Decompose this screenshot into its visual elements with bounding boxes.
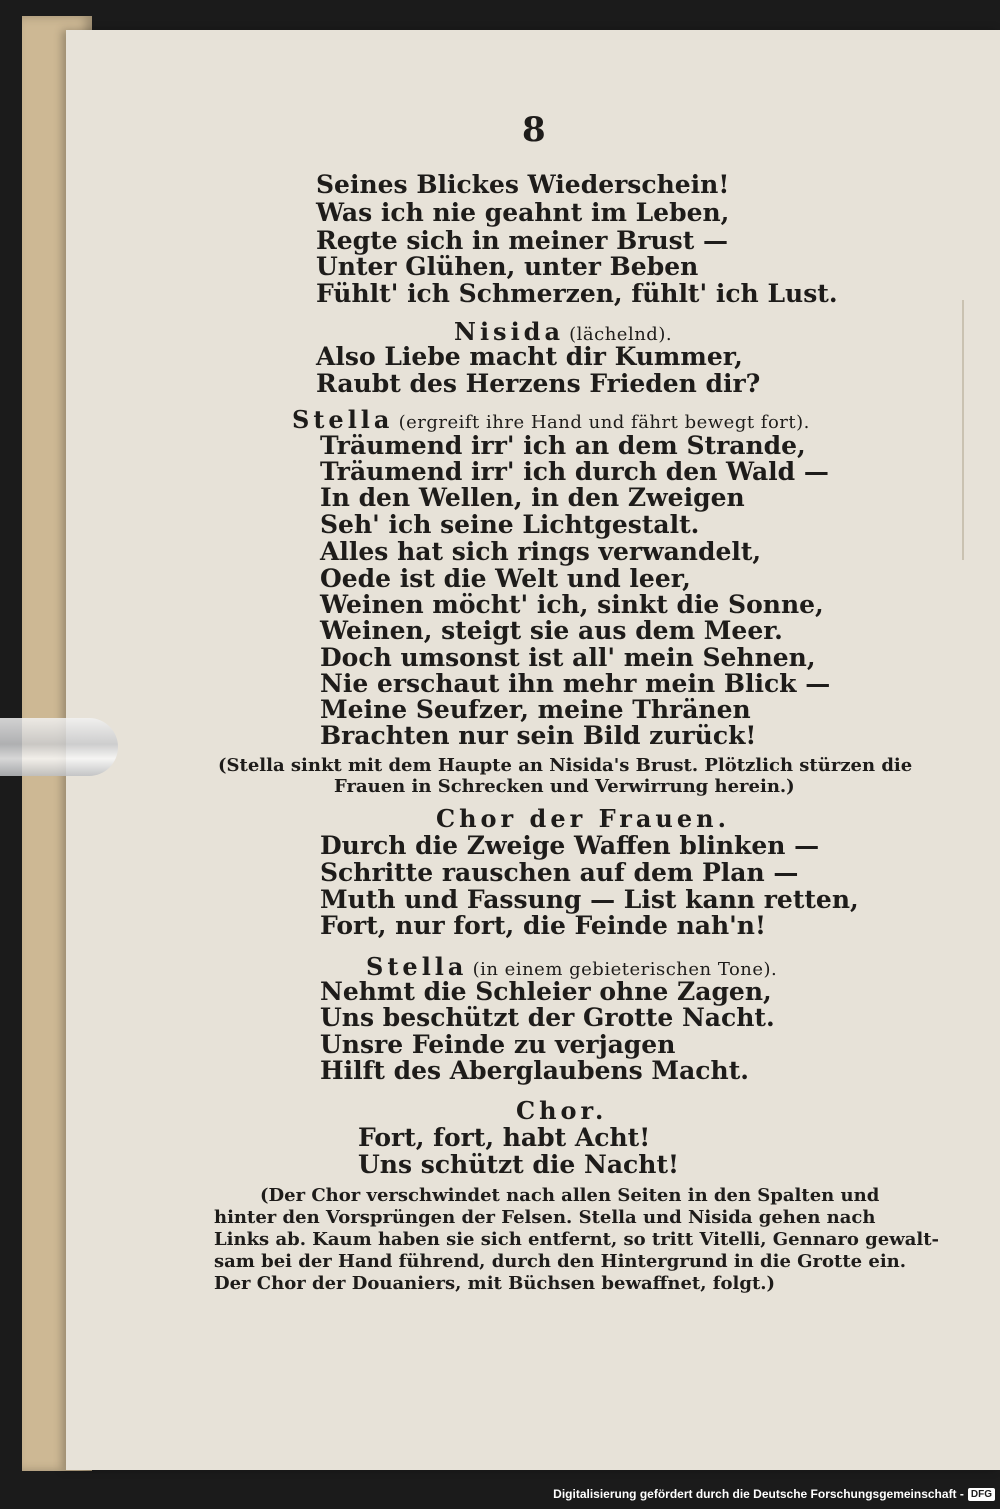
speaker-name: Stella [292,405,394,434]
verse-line: Also Liebe macht dir Kummer, [316,342,743,371]
dfg-logo: DFG [968,1488,995,1501]
verse-line: Weinen möcht' ich, sinkt die Sonne, [320,590,824,619]
verse-line: Meine Seufzer, meine Thränen [320,695,751,724]
verse-line: Nie erschaut ihn mehr mein Blick — [320,669,831,698]
verse-line: Muth und Fassung — List kann retten, [320,885,859,914]
speaker-name: Nisida [454,317,565,346]
verse-line: Was ich nie geahnt im Leben, [316,198,730,227]
speaker-name: Chor der Frauen. [436,804,730,833]
stage-direction-line: (Stella sinkt mit dem Haupte an Nisida's Brust. Plötzlich stürzen die [218,755,913,776]
verse-line: Weinen, steigt sie aus dem Meer. [320,616,783,645]
verse-line: Regte sich in meiner Brust — [316,226,728,255]
verse-line: Seh' ich seine Lichtgestalt. [320,510,700,539]
funding-text: Digitalisierung gefördert durch die Deutsche Forschungsgemeinschaft - [553,1487,964,1501]
verse-line: Alles hat sich rings verwandelt, [320,537,762,566]
binding-string [962,300,1000,560]
verse-line: Fort, nur fort, die Feinde nah'n! [320,911,766,940]
verse-line: In den Wellen, in den Zweigen [320,483,745,512]
verse-line: Brachten nur sein Bild zurück! [320,721,757,750]
verse-line: Nehmt die Schleier ohne Zagen, [320,977,772,1006]
verse-line: Fort, fort, habt Acht! [358,1123,651,1152]
verse-line: Fühlt' ich Schmerzen, fühlt' ich Lust. [316,279,838,308]
verse-line: Träumend irr' ich durch den Wald — [320,457,829,486]
verse-line: Schritte rauschen auf dem Plan — [320,858,799,887]
verse-line: Oede ist die Welt und leer, [320,564,691,593]
page-clip [0,718,118,776]
stage-direction-line: Der Chor der Douaniers, mit Büchsen bewaffnet, folgt.) [214,1273,776,1294]
verse-line: Durch die Zweige Waffen blinken — [320,831,820,860]
funding-notice [553,1484,995,1504]
stage-direction: (lächelnd). [569,324,673,345]
stage-direction-line: hinter den Vorsprüngen der Felsen. Stella und Nisida gehen nach [214,1207,876,1228]
verse-line: Hilft des Aberglaubens Macht. [320,1056,749,1085]
stage-direction: (in einem gebieterischen Tone). [472,959,778,980]
verse-line: Uns schützt die Nacht! [358,1150,679,1179]
verse-line: Träumend irr' ich an dem Strande, [320,431,806,460]
speaker-name: Chor. [516,1096,608,1125]
verse-line: Unter Glühen, unter Beben [316,252,699,281]
page-number: 8 [522,110,546,150]
stage-direction-line: (Der Chor verschwindet nach allen Seiten in den Spalten und [260,1185,880,1206]
stage-direction-line: Links ab. Kaum haben sie sich entfernt, so tritt Vitelli, Gennaro gewalt- [214,1229,940,1250]
verse-line: Seines Blickes Wiederschein! [316,170,730,199]
verse-line: Doch umsonst ist all' mein Sehnen, [320,643,816,672]
stage-direction: (ergreift ihre Hand und fährt bewegt fort). [398,412,810,433]
stage-direction-line: Frauen in Schrecken und Verwirrung herein.) [334,776,795,797]
speaker-name: Stella [366,952,468,981]
verse-line: Unsre Feinde zu verjagen [320,1030,676,1059]
verse-line: Raubt des Herzens Frieden dir? [316,369,761,398]
stage-direction-line: sam bei der Hand führend, durch den Hintergrund in die Grotte ein. [214,1251,907,1272]
verse-line: Uns beschützt der Grotte Nacht. [320,1003,775,1032]
speaker-heading [292,405,810,434]
